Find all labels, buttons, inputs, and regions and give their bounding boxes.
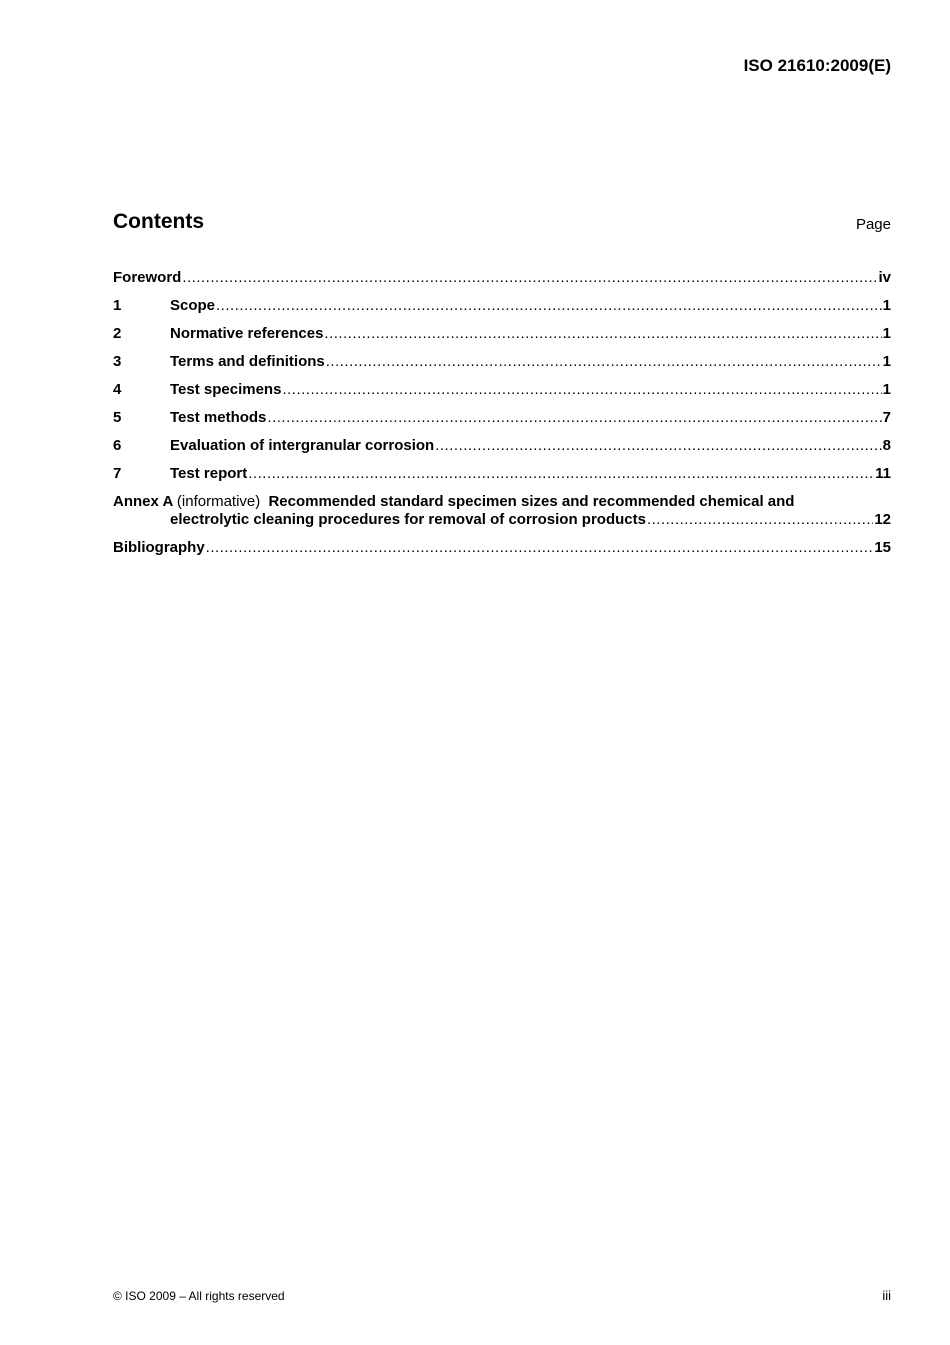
toc-leader-dots [182, 269, 877, 286]
footer-copyright: © ISO 2009 – All rights reserved [113, 1289, 285, 1303]
annex-title-line-1 [113, 493, 891, 511]
toc-entry-page: 1 [882, 297, 891, 314]
toc-leader-dots [216, 297, 882, 314]
annex-title-line-2 [113, 511, 891, 539]
toc-entry-title: Test specimens [170, 381, 282, 398]
toc-leader-dots [282, 381, 881, 398]
toc-entry-annex-a[interactable] [113, 493, 891, 539]
toc-entry-page: 15 [874, 539, 891, 556]
toc-entry-title: Foreword [113, 269, 182, 286]
footer-page-number: iii [882, 1288, 891, 1303]
toc-entry-title: Normative references [170, 325, 324, 342]
toc-leader-dots [206, 539, 874, 556]
toc-leader-dots [647, 511, 873, 529]
toc-entry-page: 1 [882, 381, 891, 398]
document-identifier: ISO 21610:2009(E) [743, 56, 891, 75]
toc-entry-number: 1 [113, 297, 122, 314]
annex-label: Annex A [113, 493, 173, 510]
toc-entry-page: 12 [874, 511, 891, 528]
toc-entry-test-specimens[interactable] [113, 381, 891, 409]
annex-type: (informative) [176, 493, 261, 510]
toc-leader-dots [267, 409, 881, 426]
toc-entry-number: 7 [113, 465, 122, 482]
toc-entry-title: Test report [170, 465, 248, 482]
toc-entry-title: Evaluation of intergranular corrosion [170, 437, 435, 454]
toc-entry-normative-references[interactable] [113, 325, 891, 353]
toc-entry-evaluation-of-intergranular-corrosion[interactable] [113, 437, 891, 465]
toc-entry-foreword[interactable] [113, 269, 891, 297]
toc-entry-number: 5 [113, 409, 122, 426]
toc-entry-test-methods[interactable] [113, 409, 891, 437]
toc-entry-page: 8 [882, 437, 891, 454]
toc-entry-scope[interactable] [113, 297, 891, 325]
toc-entry-page: iv [878, 269, 891, 286]
toc-entry-page: 7 [882, 409, 891, 426]
toc-entry-number: 3 [113, 353, 122, 370]
toc-entry-bibliography[interactable] [113, 539, 891, 567]
toc-entry-number: 4 [113, 381, 122, 398]
toc-leader-dots [324, 325, 881, 342]
toc-entry-page: 11 [875, 465, 891, 482]
toc-entry-number: 2 [113, 325, 122, 342]
page-column-label: Page [855, 216, 891, 233]
toc-entry-number: 6 [113, 437, 122, 454]
annex-title-part-1: Recommended standard specimen sizes and recommended chemical and [268, 493, 795, 510]
toc-leader-dots [248, 465, 874, 482]
contents-heading: Contents [113, 210, 204, 233]
table-of-contents [113, 269, 891, 567]
toc-entry-title: Terms and definitions [170, 353, 325, 370]
toc-entry-page: 1 [882, 353, 891, 370]
toc-entry-page: 1 [882, 325, 891, 342]
toc-leader-dots [326, 353, 882, 370]
toc-entry-title: Test methods [170, 409, 267, 426]
annex-title-part-2: electrolytic cleaning procedures for removal of corrosion products [170, 511, 646, 528]
toc-entry-title: Scope [170, 297, 216, 314]
toc-entry-terms-and-definitions[interactable] [113, 353, 891, 381]
toc-entry-test-report[interactable] [113, 465, 891, 493]
toc-entry-title: Bibliography [113, 539, 205, 556]
toc-leader-dots [435, 437, 881, 454]
